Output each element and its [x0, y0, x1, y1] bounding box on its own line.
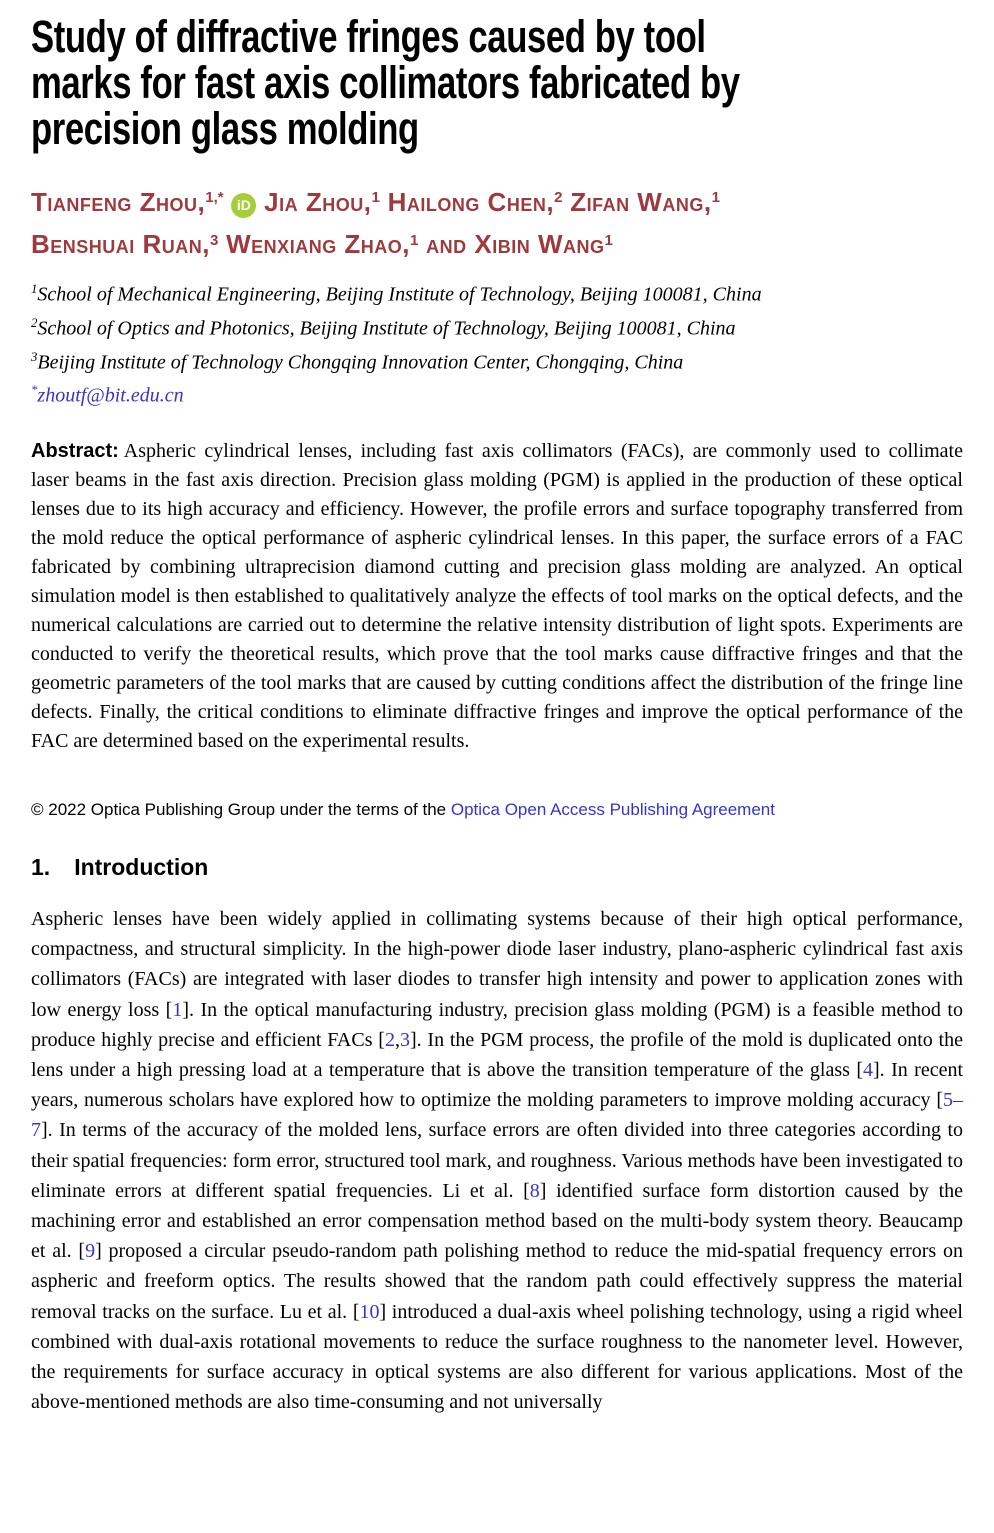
affiliation: [31, 309, 963, 343]
affiliations: [31, 275, 963, 410]
copyright-text: © 2022 Optica Publishing Group under the terms of the: [31, 799, 447, 819]
abstract-text: Aspheric cylindrical lenses, including fast axis collimators (FACs), are commonly used to collimate laser beams in the fast axis direction. Precision glass molding (PGM) is applied in the production of these optical lenses due to its high accuracy and efficiency. However, the profile errors and surface topography transferred from the mold reduce the optical performance of aspheric cylindrical lenses. In this paper, the surface errors of a FAC fabricated by combining ultraprecision diamond cutting and precision glass molding are analyzed. An optical simulation model is then established to qualitatively analyze the effects of tool marks on the optical defects, and the numerical calculations are carried out to determine the relative intensity distribution of light spots. Experiments are conducted to verify the theoretical results, which prove that the tool marks cause diffractive fringes and that the geometric parameters of the tool marks that are caused by cutting conditions affect the distribution of the fringe line defects. Finally, the critical conditions to eliminate diffractive fringes and improve the optical performance of the FAC are determined based on the experimental results.: [31, 439, 963, 752]
citation-link[interactable]: 4: [863, 1058, 873, 1081]
author-affil-marker: 1: [604, 231, 613, 249]
citation-link[interactable]: 9: [85, 1240, 96, 1263]
abstract: [31, 437, 963, 756]
affiliation-text: School of Optics and Photonics, Beijing Institute of Technology, Beijing 100081, China: [37, 317, 736, 340]
paragraph-text: ] proposed a circular pseudo-random path polishing method to reduce the mid-spatial frequency errors on aspheric and freeform optics. The results showed that the random path could effectively suppress the material removal tracks on the surface. Lu et al. [: [31, 1240, 963, 1323]
author: [31, 229, 218, 259]
author-name: and Xibin Wang: [426, 229, 605, 260]
author-name: Hailong Chen,: [387, 186, 555, 217]
copyright-notice: [31, 799, 963, 821]
affiliation: [31, 343, 963, 377]
citation-link[interactable]: 8: [529, 1179, 540, 1202]
author: [31, 187, 224, 217]
page-title-line: precision glass molding: [31, 103, 419, 154]
affiliation-marker: 2: [31, 315, 38, 330]
author-name: Benshuai Ruan,: [31, 229, 211, 260]
citation-link[interactable]: 1: [172, 998, 183, 1021]
author-name: Jia Zhou,: [264, 186, 372, 217]
citation-link[interactable]: 3: [399, 1028, 410, 1051]
author-affil-marker: 1: [371, 189, 380, 206]
section-label: Introduction: [74, 853, 209, 880]
author-affil-marker: 1,*: [205, 189, 224, 206]
affiliation-marker: 1: [31, 282, 38, 297]
author-row: [31, 178, 963, 221]
paragraph-text: ,: [394, 1028, 400, 1051]
affiliation-text: Beijing Institute of Technology Chongqing Innovation Center, Chongqing, China: [37, 351, 684, 374]
author-affil-marker: 1: [410, 231, 419, 249]
author-row: [31, 221, 963, 264]
corresponding-email: [31, 376, 963, 410]
abstract-label: Abstract:: [31, 439, 119, 462]
paragraph-text: ] introduced a dual-axis wheel polishing technology, using a rigid wheel combined with dual-axis rotational movements to reduce the surface roughness to the nanometer level. However, the requirements for surface accuracy in optical systems are also different for various applications. Most of the above-mentioned methods are also time-consuming and not universally: [31, 1300, 963, 1414]
paragraph-text: ]. In recent years, numerous scholars have explored how to optimize the molding parameters to improve molding accuracy [: [31, 1058, 964, 1112]
paragraph-text: ]. In the optical manufacturing industry, precision glass molding (PGM) is a feasible method to produce highly precise and efficient FACs [: [31, 998, 963, 1051]
author-affil-marker: 3: [210, 231, 219, 249]
paragraph-text: ]. In the PGM process, the profile of the mold is duplicated onto the lens under a high pressing load at a temperature that is above the transition temperature of the glass [: [31, 1028, 963, 1081]
section-heading-introduction: [31, 854, 963, 880]
author: [426, 229, 613, 259]
orcid-icon[interactable]: iD: [231, 193, 256, 218]
author-name: Zifan Wang,: [570, 186, 712, 217]
author-affil-marker: 1: [711, 189, 720, 206]
page-title-line: marks for fast axis collimators fabricated by: [31, 57, 740, 108]
paragraph-text: ]. In terms of the accuracy of the molded lens, surface errors are often divided into three categories according to their spatial frequencies: form error, structured tool mark, and roughness. Various methods have been investigated to eliminate errors at different spatial frequencies. Li et al. [: [31, 1119, 963, 1202]
author: [264, 187, 380, 217]
paragraph-text: ] identified surface form distortion caused by the machining error and established an error compensation method based on the multi-body system theory. Beaucamp et al. [: [31, 1179, 963, 1263]
author: [570, 187, 720, 217]
affiliation: [31, 275, 963, 309]
section-number: 1.: [31, 853, 51, 880]
author: [226, 229, 418, 259]
email-link[interactable]: zhoutf@bit.edu.cn: [37, 384, 184, 407]
page-title-line: Study of diffractive fringes caused by tool: [31, 11, 706, 62]
author-name: Tianfeng Zhou,: [31, 186, 206, 217]
author-name: Wenxiang Zhao,: [226, 229, 411, 260]
affiliation-text: School of Mechanical Engineering, Beijing Institute of Technology, Beijing 100081, China: [37, 283, 762, 306]
citation-link[interactable]: 10: [359, 1300, 380, 1323]
citation-link[interactable]: 5–7: [31, 1089, 963, 1142]
author-list: [31, 178, 963, 263]
paragraph-text: Aspheric lenses have been widely applied in collimating systems because of their high optical performance, compactness, and structural simplicity. In the high-power diode laser industry, plano-aspheric cylindrical fast axis collimators (FACs) are integrated with laser diodes to transfer high intensity and power to application zones with low energy loss [: [31, 907, 963, 1021]
author-affil-marker: 2: [554, 189, 563, 206]
author: [388, 187, 563, 217]
citation-link[interactable]: 2: [384, 1028, 395, 1051]
introduction-paragraph: [31, 904, 963, 1417]
affiliation-marker: 3: [31, 349, 38, 364]
page-title: [31, 11, 963, 154]
copyright-agreement-link[interactable]: Optica Open Access Publishing Agreement: [450, 799, 775, 819]
email-marker: *: [31, 383, 38, 398]
